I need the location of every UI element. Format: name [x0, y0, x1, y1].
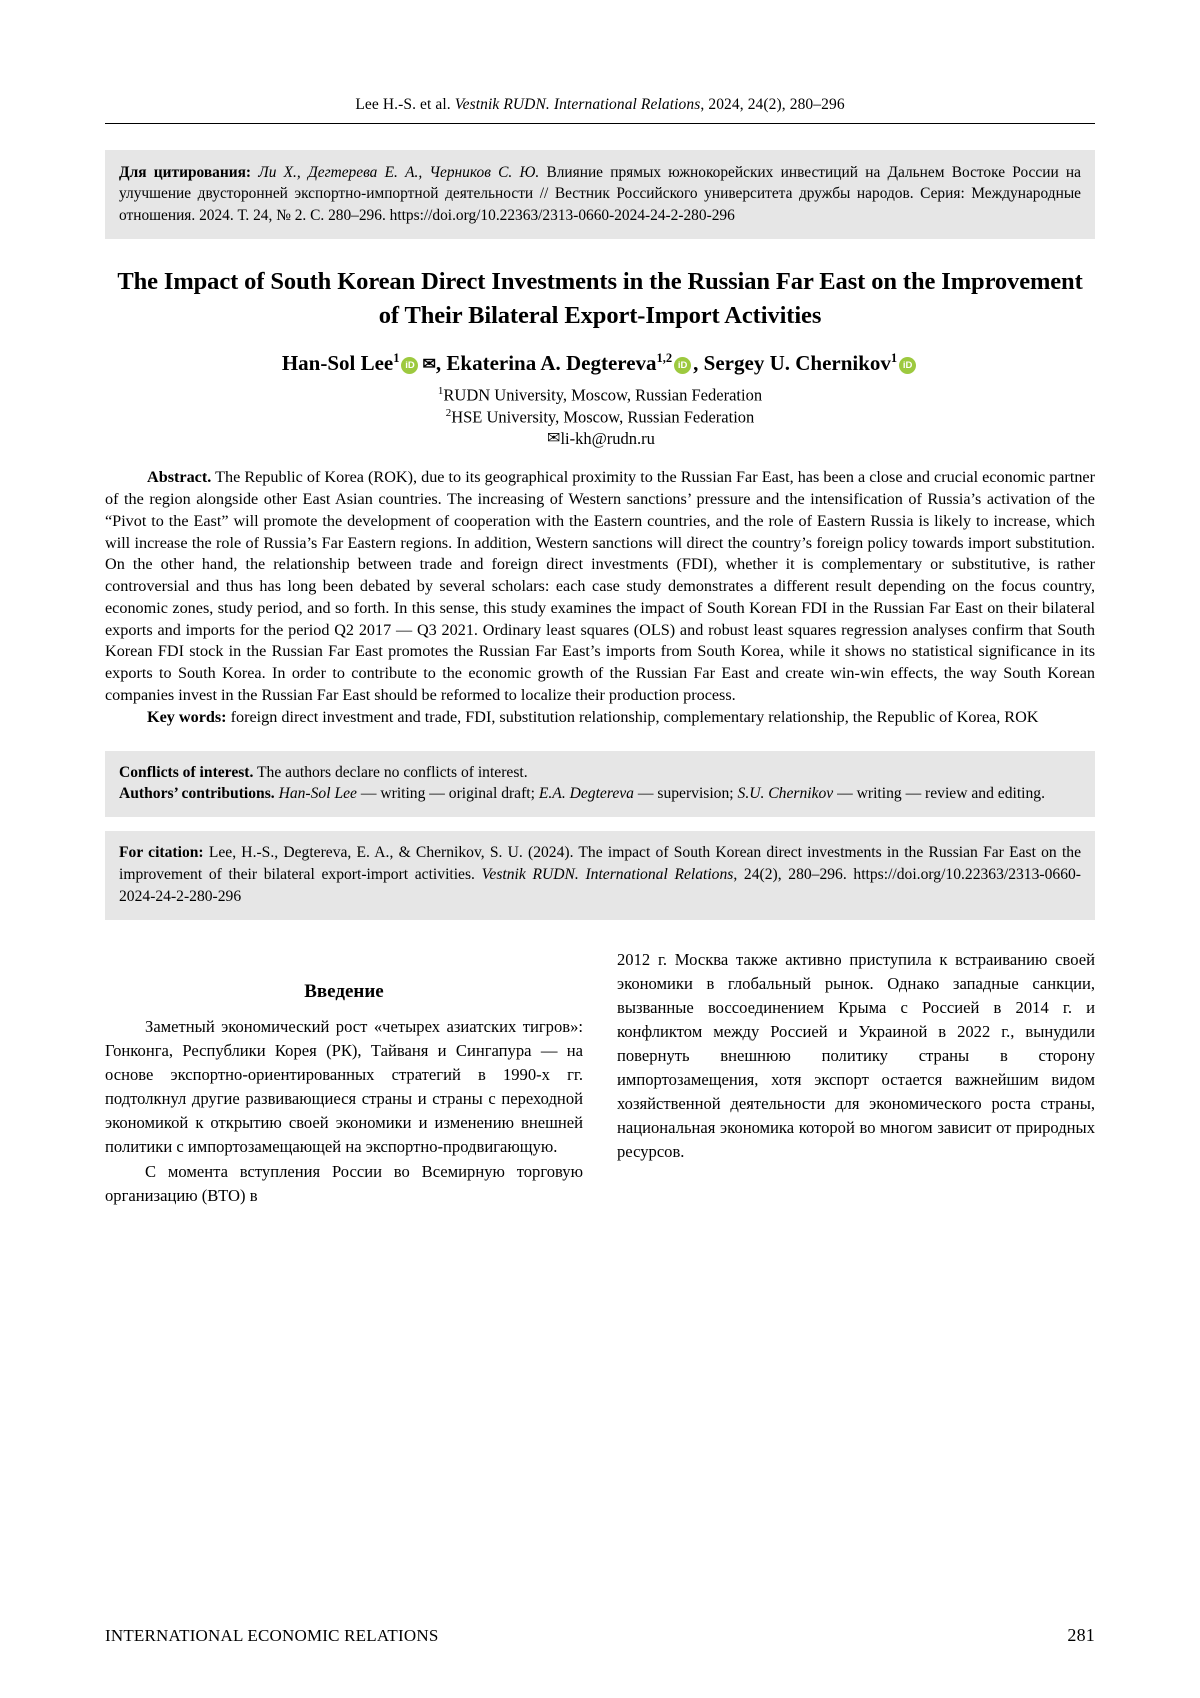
orcid-icon[interactable]: iD	[401, 357, 418, 374]
column-right	[617, 948, 1095, 1208]
conflicts-label: Conflicts of interest.	[119, 763, 254, 781]
body-columns	[105, 948, 1095, 1208]
for-citation-text: Lee, H.-S., Degtereva, E. A., & Chernikov, S. U. (2024). The impact of South Korean direct investments in the Russian Far East on the improvement of their bilateral export-import activities.	[119, 844, 1081, 884]
section-heading: Введение	[304, 980, 384, 1002]
conflicts-text: The authors declare no conflicts of interest.	[253, 763, 528, 781]
contribution-2-text: — supervision;	[633, 785, 738, 803]
citation-ru-label: Для цитирования:	[119, 164, 252, 181]
paragraph: 2012 г. Москва также активно приступила к встраиванию своей экономики в глобальный рынок. Однако западные санкции, вызванные воссоединением Крыма с Россией в 2014 г. и конфликтом между Россией и Украиной в 2022 г., вынудили повернуть внешнюю политику страны в сторону импортозамещения, хотя экспорт остается важнейшим видом хозяйственной деятельности для экономического роста страны, национальная экономика которой во многом зависит от природных ресурсов.	[617, 949, 1095, 1162]
author-3-affil-marker: 1	[890, 351, 898, 366]
contribution-1-text: — writing — original draft;	[356, 785, 539, 803]
paragraph: Заметный экономический рост «четырех азиатских тигров»: Гонконга, Республики Корея (РК), Тайваня и Сингапура — на основе экспортно-ориентированных стратегий в 1990-х гг. подтолкнул другие развивающиеся страны и страны с переходной экономикой к открытию своей экономики и изменению внешней политики с импортозамещающей на экспортно-продвигающую.	[105, 1017, 583, 1157]
for-citation-label: For citation:	[119, 844, 204, 862]
orcid-icon[interactable]: iD	[674, 357, 691, 374]
author-2-affil-marker: 1,2	[656, 351, 673, 366]
envelope-icon[interactable]: ✉	[422, 356, 436, 374]
conflicts-contributions-box	[105, 751, 1095, 818]
keywords-label: Key words:	[147, 707, 227, 726]
author-1-affil-marker: 1	[393, 351, 400, 366]
affiliation-2-text: HSE University, Moscow, Russian Federation	[451, 407, 755, 427]
keywords	[105, 707, 1095, 729]
paragraph: С момента вступления России во Всемирную торговую организацию (ВТО) в	[105, 1161, 583, 1205]
running-head-prefix: Lee H.-S. et al.	[355, 96, 455, 113]
affiliation-2-marker: 2	[445, 406, 452, 419]
author-2-name: Ekaterina A. Degtereva	[446, 351, 657, 376]
contact-email[interactable]	[105, 428, 1095, 449]
for-citation-tail: , 24(2), 280–296. https://doi.org/10.22363/2313-0660-2024-24-2-280-296	[119, 866, 1081, 905]
affiliation-1	[105, 384, 1095, 406]
abstract	[105, 467, 1095, 707]
conflicts-of-interest	[119, 762, 1081, 784]
citation-ru-authors: Ли Х., Дегтерева Е. А., Черников С. Ю.	[258, 164, 540, 181]
affiliation-2	[105, 406, 1095, 428]
running-head-journal: Vestnik RUDN. International Relations	[454, 96, 701, 113]
citation-ru-box	[105, 150, 1095, 239]
affiliation-1-text: RUDN University, Moscow, Russian Federation	[443, 385, 763, 405]
abstract-label: Abstract.	[147, 468, 212, 487]
author-1-name: Han-Sol Lee	[281, 351, 394, 376]
contribution-3-author: S.U. Chernikov	[737, 785, 834, 803]
keywords-text: foreign direct investment and trade, FDI, substitution relationship, complementary relationship, the Republic of Korea, ROK	[226, 707, 1039, 726]
abstract-text: The Republic of Korea (ROK), due to its geographical proximity to the Russian Far East, has been a close and crucial economic partner of the region alongside other East Asian countries. The increasing of Western sanctions’ pressure and the intensification of Russia’s activation of the “Pivot to the East” will promote the development of cooperation with the Eastern countries, and the role of Eastern Russia is likely to increase, which will increase the role of Russia’s Far Eastern regions. In addition, Western sanctions will direct the country’s foreign policy towards import substitution. On the other hand, the relationship between trade and foreign direct investments (FDI), whether it is complementary or substitutive, is rather controversial and thus has long been debated by several scholars: each case study demonstrates a different result depending on the focus country, economic zones, study period, and so forth. In this sense, this study examines the impact of South Korean FDI in the Russian Far East on their bilateral exports and imports for the period Q2 2017 — Q3 2021. Ordinary least squares (OLS) and robust least squares regression analyses confirm that South Korean FDI stock in the Russian Far East promotes the Russian Far East’s imports from South Korea, while it shows no statistical significance in its exports to South Korea. In order to contribute to the economic growth of the Russian Far East and create win-win effects, the way South Korean companies invest in the Russian Far East should be reformed to localize their production process.	[105, 468, 1095, 704]
column-left	[105, 948, 583, 1208]
page-title: The Impact of South Korean Direct Investments in the Russian Far East on the Improvement of Their Bilateral Export-Import Activities	[117, 267, 1083, 329]
authors-contributions	[119, 783, 1081, 805]
running-head-suffix: , 2024, 24(2), 280–296	[700, 96, 845, 113]
citation-ru-text: Влияние прямых южнокорейских инвестиций на Дальнем Востоке России на улучшение двусторонней экспортно-импортной деятельности // Вестник Российского университета дружбы народов. Серия: Международные отношения. 2024. Т. 24, № 2. С. 280–296. https://doi.org/10.22363/2313-0660-2024-24-2-280-296	[119, 164, 1081, 224]
contribution-1-author: Han-Sol Lee	[278, 785, 357, 803]
orcid-icon[interactable]: iD	[899, 357, 916, 374]
contribution-2-author: E.A. Degtereva	[538, 785, 634, 803]
page-number: 281	[1067, 1625, 1095, 1645]
author-3-name: Sergey U. Chernikov	[703, 351, 891, 376]
running-head	[105, 96, 1095, 124]
page-footer	[105, 1625, 1095, 1646]
contribution-3-text: — writing — review and editing.	[833, 785, 1046, 803]
affiliation-1-marker: 1	[437, 384, 444, 397]
envelope-icon: ✉	[547, 430, 561, 448]
contributions-label: Authors’ contributions.	[119, 785, 275, 803]
footer-section-label: INTERNATIONAL ECONOMIC RELATIONS	[105, 1626, 439, 1645]
email-text: li-kh@rudn.ru	[560, 429, 655, 449]
for-citation-journal: Vestnik RUDN. International Relations	[481, 866, 734, 884]
for-citation-box	[105, 831, 1095, 919]
authors-line: Han-Sol Lee$^1$iD ✉, Ekaterina A. Degtereva$^{1,2}$iD , Sergey U. Chernikov$^1$iD	[105, 350, 1095, 377]
